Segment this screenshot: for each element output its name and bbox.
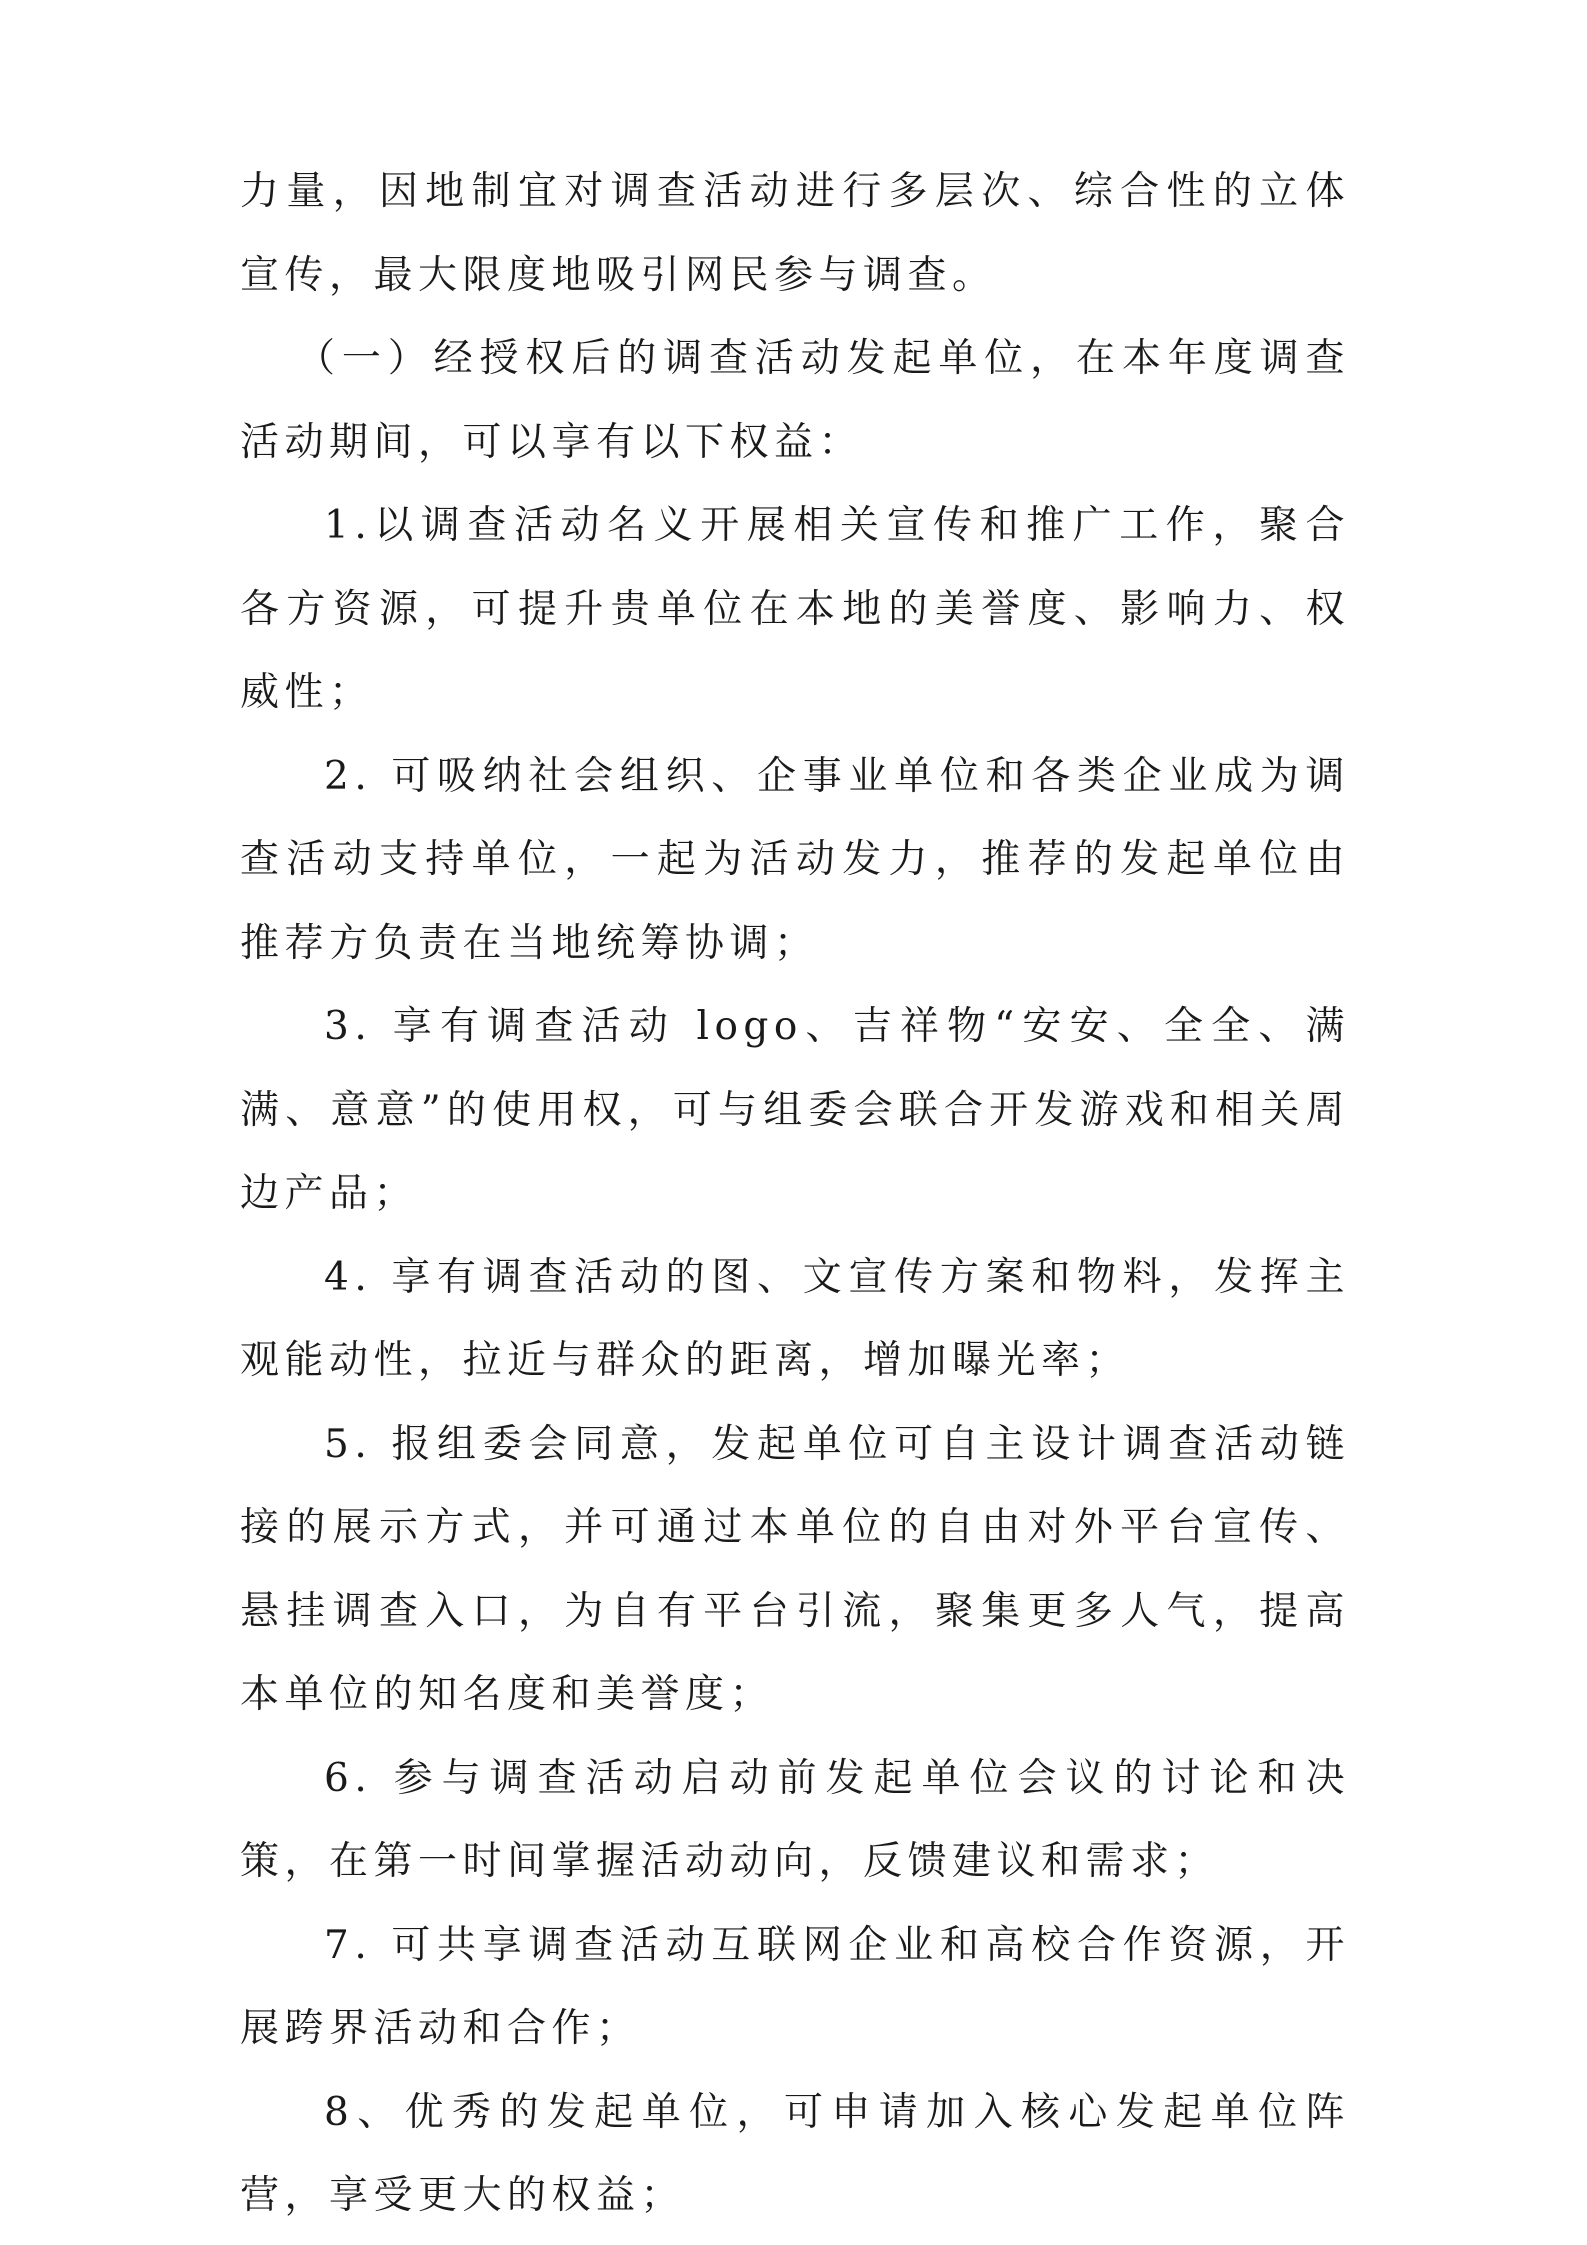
paragraph-item-8: 8、优秀的发起单位，可申请加入核心发起单位阵营，享受更大的权益； (240, 2089, 1350, 2218)
paragraph-item-6: 6. 参与调查活动启动前发起单位会议的讨论和决策，在第一时间掌握活动动向，反馈建议和需求； (240, 1755, 1350, 1884)
document-body (240, 150, 1350, 2238)
paragraph-item-2: 2. 可吸纳社会组织、企事业单位和各类企业成为调查活动支持单位，一起为活动发力，推荐的发起单位由推荐方负责在当地统筹协调； (240, 753, 1350, 966)
paragraph-item-3: 3. 享有调查活动 logo、吉祥物“安安、全全、满满、意意”的使用权，可与组委会联合开发游戏和相关周边产品； (240, 1004, 1350, 1216)
paragraph-item-1: 1.以调查活动名义开展相关宣传和推广工作，聚合各方资源，可提升贵单位在本地的美誉度、影响力、权威性； (240, 503, 1350, 715)
paragraph-section-heading: （一）经授权后的调查活动发起单位，在本年度调查活动期间，可以享有以下权益： (240, 336, 1350, 465)
paragraph-item-5: 5. 报组委会同意，发起单位可自主设计调查活动链接的展示方式，并可通过本单位的自由对外平台宣传、悬挂调查入口，为自有平台引流，聚集更多人气，提高本单位的知名度和美誉度； (240, 1421, 1350, 1717)
paragraph-item-4: 4. 享有调查活动的图、文宣传方案和物料，发挥主观能动性，拉近与群众的距离，增加曝光率； (240, 1254, 1350, 1383)
paragraph-item-7: 7. 可共享调查活动互联网企业和高校合作资源，开展跨界活动和合作； (240, 1922, 1350, 2051)
paragraph-continuation: 力量，因地制宜对调查活动进行多层次、综合性的立体宣传，最大限度地吸引网民参与调查。 (240, 169, 1350, 298)
